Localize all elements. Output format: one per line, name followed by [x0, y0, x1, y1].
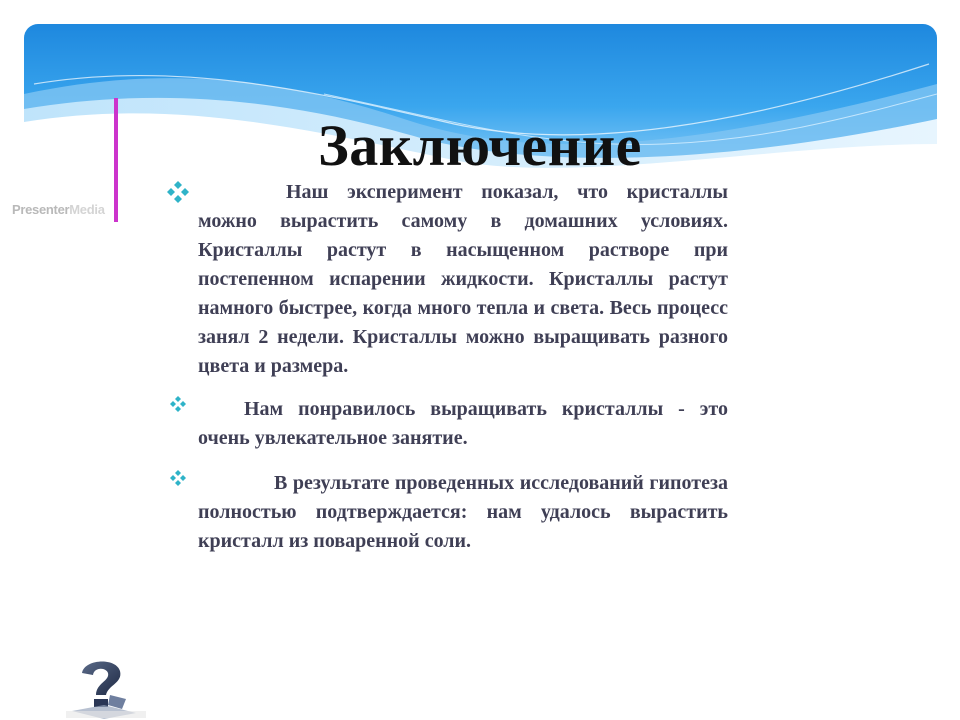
bullet-item-1	[160, 178, 728, 381]
question-mark-3d-icon	[64, 655, 154, 720]
logo-part-media: Media	[69, 202, 105, 217]
bullet-item-2	[160, 395, 728, 453]
diamond-quad-bullet-icon	[164, 389, 192, 417]
diamond-quad-bullet-icon	[164, 463, 192, 491]
logo-part-presenter: Presenter	[12, 202, 70, 217]
slide-title: Заключение	[318, 113, 642, 178]
bullet-item-3	[160, 469, 728, 556]
slide-content	[160, 178, 728, 556]
presentermedia-logo	[12, 202, 105, 217]
bullet-text-3: В результате проведенных исследований гипотеза полностью подтверждается: нам удалось вырастить кристалл из поваренной соли.	[198, 472, 728, 552]
diamond-quad-bullet-icon	[164, 178, 192, 206]
bullet-text-1: Наш эксперимент показал, что кристаллы можно вырастить самому в домашних условиях. Кристаллы растут в насыщенном растворе при постепенном испарении жидкости. Кристаллы растут намного быстрее, когда много тепла и света. Весь процесс занял 2 недели. Кристаллы можно выращивать разного цвета и размера.	[198, 181, 728, 377]
bullet-text-2: Нам понравилось выращивать кристаллы - это очень увлекательное занятие.	[198, 398, 728, 449]
